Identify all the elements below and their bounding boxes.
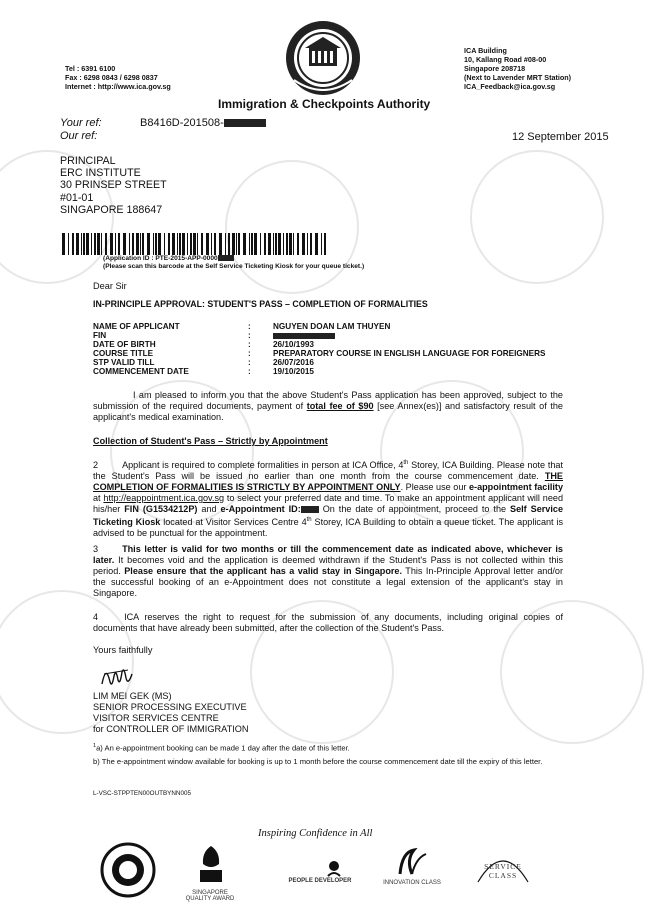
detail-label: FIN — [93, 331, 107, 340]
barcode-bar — [101, 233, 102, 255]
contact-block — [65, 64, 171, 91]
p2-text: located at Visitor Services Centre 4 — [160, 517, 307, 528]
barcode-bar — [293, 233, 294, 255]
logo-label: SINGAPORE QUALITY AWARD — [185, 890, 235, 902]
detail-colons: : : : : : : — [248, 322, 251, 376]
barcode-instruction: (Please scan this barcode at the Self Service Ticketing Kiosk for your queue ticket.) — [103, 263, 365, 270]
barcode-bar — [193, 233, 196, 255]
barcode-bar — [268, 233, 271, 255]
home-affairs-seal-logo — [100, 842, 156, 898]
barcode-bar — [289, 233, 292, 255]
your-ref-label: Your ref: — [60, 117, 102, 129]
barcode-bar — [211, 233, 212, 255]
paragraph-number: 4 — [93, 612, 99, 622]
p2-text: Storey, ICA Building to obtain a queue ticket. The applicant is advised to be punctual for the appointment. — [93, 517, 563, 539]
signature — [98, 658, 138, 690]
p3-text: This In-Principle Approval letter and/or the successful booking of an e-Appointment does not constitute a legal extension of the applicant's stay in Singapore. — [93, 566, 563, 598]
applicant-name: NGUYEN DOAN LAM THUYEN — [273, 322, 391, 331]
fin-value — [273, 331, 335, 340]
salutation: Dear Sir — [93, 281, 127, 291]
barcode-bar — [83, 233, 85, 255]
barcode-bar — [324, 233, 326, 255]
ticketing-kiosk: Self Service Ticketing Kiosk — [93, 504, 564, 528]
barcode-bar — [94, 233, 96, 255]
date-of-birth: 26/10/1993 — [273, 340, 314, 349]
ica-crest-logo — [282, 18, 364, 98]
recipient-address — [60, 155, 167, 216]
logo-label: SERVICE CLASS — [484, 862, 522, 880]
barcode-bar — [76, 233, 79, 255]
validity-notice: This letter is valid for two months or till the commencement date as indicated above, whichever is later. — [93, 544, 563, 565]
barcode-bar — [275, 233, 277, 255]
detail-label: NAME OF APPLICANT — [93, 322, 180, 331]
recipient-line: 30 PRINSEP STREET — [60, 179, 167, 192]
detail-label: COURSE TITLE — [93, 349, 154, 358]
barcode-bar — [278, 233, 281, 255]
application-id — [103, 255, 234, 262]
address-block — [464, 46, 571, 91]
recipient-line: PRINCIPAL — [60, 155, 116, 167]
signatory-for: for CONTROLLER OF IMMIGRATION — [93, 724, 249, 734]
barcode-bar — [155, 233, 157, 255]
p2-text: Storey, ICA Building. Please note that the Student's Pass will be issued no earlier than one month from the course commencement date. — [93, 460, 563, 482]
barcode-bar — [68, 233, 69, 255]
barcode-bar — [86, 233, 89, 255]
barcode-bar — [164, 233, 165, 255]
strict-appointment-notice: THE COMPLETION OF FORMALITIES IS STRICTLY BY APPOINTMENT ONLY — [93, 471, 563, 493]
barcode-bar — [232, 233, 235, 255]
p2-text: to select your preferred date and time. To make an appointment applicant will need his/her — [93, 493, 563, 515]
barcode-bar — [110, 233, 113, 255]
barcode-bar — [179, 233, 181, 255]
barcode-bar — [307, 233, 308, 255]
barcode-bar — [249, 233, 250, 255]
slogan: Inspiring Confidence in All — [258, 828, 373, 839]
paragraph-number: 2 — [93, 460, 99, 471]
barcode-bar — [172, 233, 175, 255]
address-line: (Next to Lavender MRT Station) — [464, 73, 572, 82]
barcode-bar — [251, 233, 253, 255]
tel: Tel : 6391 6100 — [65, 64, 116, 73]
watermark-seal — [470, 150, 604, 284]
footnote-a — [93, 743, 350, 753]
barcode-bar — [136, 233, 139, 255]
barcode-bar — [168, 233, 170, 255]
p2-text: On the date of appointment, proceed to the — [318, 504, 511, 515]
p3-text: It becomes void and the application is deemed withdrawn if the Student's Pass is not collected within this period. — [93, 555, 563, 576]
our-ref-label: Our ref: — [60, 130, 98, 142]
people-developer-logo — [292, 858, 352, 880]
p4-text: ICA reserves the right to request for the submission of any documents, including original copies of documents that have already been submitted, after the collection of the Student's Pass. — [93, 612, 563, 633]
barcode-bar — [182, 233, 185, 255]
barcode-bar — [147, 233, 150, 255]
paragraph-3 — [93, 544, 563, 599]
barcode-bar — [187, 233, 188, 255]
barcode-bar — [197, 233, 198, 255]
authority-title: Immigration & Checkpoints Authority — [218, 97, 431, 111]
barcode-bar — [132, 233, 134, 255]
barcode-bar — [260, 233, 261, 255]
barcode-bar — [273, 233, 274, 255]
signatory-title: SENIOR PROCESSING EXECUTIVE — [93, 702, 247, 712]
stp-valid-till: 26/07/2016 — [273, 358, 314, 367]
signatory-name: LIM MEI GEK (MS) — [93, 691, 172, 701]
address-line: Singapore 208718 — [464, 64, 526, 73]
barcode-bar — [264, 233, 266, 255]
barcode-bar — [315, 233, 318, 255]
commencement-date: 19/10/2015 — [273, 367, 314, 376]
your-ref-value: B8416D-201508- — [140, 117, 224, 129]
your-ref — [140, 117, 266, 129]
logo-label: PEOPLE DEVELOPER — [288, 878, 352, 884]
redaction — [273, 333, 335, 339]
superscript: th — [403, 460, 409, 466]
p2-text: at — [93, 493, 104, 504]
feedback-email: ICA_Feedback@ica.gov.sg — [464, 82, 556, 91]
barcode-bar — [97, 233, 100, 255]
e-appointment-link[interactable]: http://eappointment.ica.gov.sg — [103, 493, 225, 504]
footnote-a-text: a) An e-appointment booking can be made 1 day after the date of this letter. — [96, 743, 350, 753]
barcode-bar — [158, 233, 161, 255]
barcode-bar — [228, 233, 230, 255]
barcode-bar — [105, 233, 107, 255]
valid-stay-notice: Please ensure that the applicant has a valid stay in Singapore. — [124, 566, 403, 576]
section-heading: Collection of Student's Pass – Strictly by Appointment — [93, 436, 328, 446]
barcode-bar — [286, 233, 288, 255]
queue-barcode — [62, 233, 332, 255]
recipient-line: ERC INSTITUTE — [60, 167, 141, 180]
barcode-bar — [62, 233, 65, 255]
logo-label: INNOVATION CLASS — [383, 880, 441, 886]
barcode-bar — [302, 233, 305, 255]
redaction — [218, 255, 234, 261]
signatory-dept: VISITOR SERVICES CENTRE — [93, 713, 219, 723]
address-line: 10, Kallang Road #08-00 — [464, 55, 547, 64]
e-appointment-facility: e-appointment facility — [468, 482, 563, 493]
letter-date: 12 September 2015 — [512, 131, 609, 143]
barcode-bar — [310, 233, 312, 255]
barcode-bar — [236, 233, 237, 255]
barcode-bar — [72, 233, 74, 255]
barcode-bar — [201, 233, 203, 255]
p2-text: and — [197, 504, 221, 515]
subject-line: IN-PRINCIPLE APPROVAL: STUDENT'S PASS – COMPLETION OF FORMALITIES — [93, 299, 428, 309]
p2-text: Applicant is required to complete formalities in person at ICA Office, 4 — [122, 460, 404, 471]
footnote-marker: 1 — [93, 743, 97, 749]
detail-label: DATE OF BIRTH — [93, 340, 156, 349]
signatory-block — [93, 691, 249, 735]
recipient-line: SINGAPORE 188647 — [60, 203, 163, 216]
detail-label: STP VALID TILL — [93, 358, 155, 367]
barcode-bar — [153, 233, 154, 255]
watermark-seal — [225, 160, 359, 294]
footnote-b: b) The e-appointment window available for booking is up to 1 month before the course commencement date till the expiry of this letter. — [93, 757, 543, 766]
barcode-bar — [297, 233, 299, 255]
barcode-bar — [140, 233, 141, 255]
barcode-bar — [142, 233, 144, 255]
paragraph-2 — [93, 458, 563, 539]
quality-award-logo — [190, 842, 232, 892]
superscript: th — [306, 517, 312, 524]
intro-text: [see Annex(es)] and satisfactory result of the applicant's medical examination. — [93, 401, 563, 422]
closing: Yours faithfully — [93, 645, 153, 655]
recipient-line: #01-01 — [60, 191, 94, 204]
e-appointment-id-label: e-Appointment ID: — [220, 504, 301, 515]
barcode-bar — [321, 233, 322, 255]
barcode-bar — [243, 233, 246, 255]
intro-text: I am pleased to inform you that the above Student's Pass application has been approved, subject to the submission of the required documents, payment of — [93, 390, 563, 411]
barcode-bar — [115, 233, 116, 255]
fin-number: FIN (G1534212P) — [124, 504, 198, 515]
redaction — [224, 119, 266, 127]
barcode-bar — [129, 233, 130, 255]
barcode-bar — [177, 233, 178, 255]
redaction — [301, 506, 319, 513]
barcode-bar — [206, 233, 209, 255]
barcode-bar — [118, 233, 120, 255]
barcode-bar — [214, 233, 216, 255]
barcode-bar — [219, 233, 222, 255]
innovation-class-logo — [392, 844, 432, 880]
barcode-bar — [123, 233, 126, 255]
barcode-bar — [238, 233, 240, 255]
website: Internet : http://www.ica.gov.sg — [65, 82, 171, 91]
barcode-bar — [283, 233, 284, 255]
barcode-bar — [254, 233, 257, 255]
address-line: ICA Building — [464, 46, 507, 55]
course-title: PREPARATORY COURSE IN ENGLISH LANGUAGE FOR FOREIGNERS — [273, 349, 546, 358]
document-code: L-VSC-STPPTEN00OUTBYNN005 — [93, 790, 191, 797]
total-fee: total fee of $90 — [306, 401, 374, 411]
detail-label: COMMENCEMENT DATE — [93, 367, 189, 376]
barcode-bar — [190, 233, 192, 255]
intro-paragraph — [93, 390, 563, 423]
barcode-bar — [91, 233, 92, 255]
p2-text: . Please use our — [400, 482, 469, 493]
barcode-bar — [81, 233, 82, 255]
barcode-bar — [225, 233, 226, 255]
application-id-text: (Application ID : PTE-2015-APP-0000 — [103, 255, 218, 262]
fax: Fax : 6298 0843 / 6298 0837 — [65, 73, 158, 82]
paragraph-4 — [93, 612, 563, 634]
paragraph-number: 3 — [93, 544, 99, 554]
